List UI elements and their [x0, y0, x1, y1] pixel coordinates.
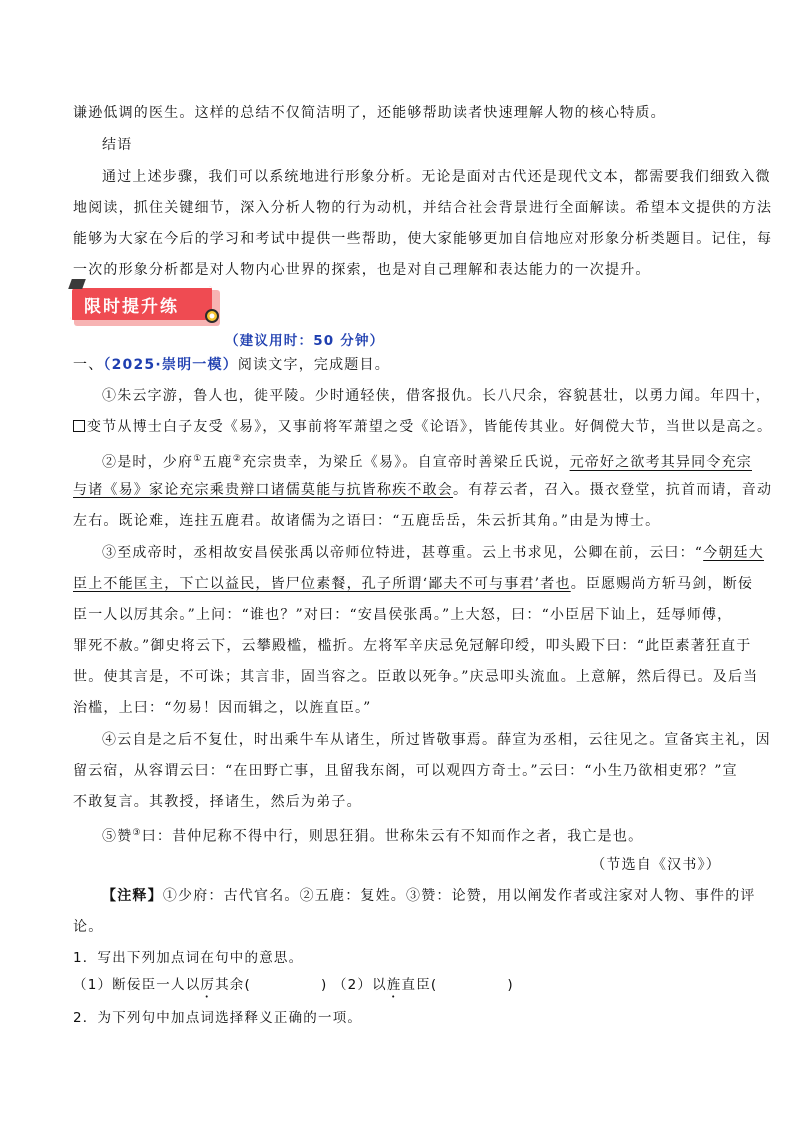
- conclusion-line-1: 通过上述步骤，我们可以系统地进行形象分析。无论是面对古代还是现代文本，都需要我们细致入微: [102, 169, 771, 185]
- underlined-sentence: 元帝好之欲考其异同令充宗: [569, 454, 752, 471]
- question-2: 2．为下列句中加点词选择释义正确的一项。: [73, 1010, 363, 1026]
- question-1-items: [73, 970, 721, 1001]
- question-header: [73, 350, 721, 381]
- passage-text: 。有荐云者，召入。摄衣登堂，抗首而请，音动: [453, 482, 773, 498]
- time-note: （建议用时：50 分钟）: [225, 333, 385, 349]
- footnote-marker: ③: [132, 828, 142, 838]
- question-1: 1．写出下列加点词在句中的意思。: [73, 950, 304, 966]
- q1b-text: 直臣(: [401, 977, 438, 993]
- passage-para1-line2: [73, 412, 773, 443]
- q1a-text: （1）断佞臣一人以: [73, 977, 201, 993]
- source-note: （节选自《汉书》）: [591, 857, 721, 873]
- passage-text: 。臣愿赐尚方斩马剑，断佞: [570, 576, 754, 592]
- underlined-sentence: 臣上不能匡主，下亡以益民，皆尸位素餐，孔子所谓‘鄙夫不可与事君’者也: [73, 576, 571, 592]
- passage-text: ②是时，少府: [102, 454, 194, 471]
- notes-label: 【注释】: [102, 888, 163, 904]
- notes-line: [73, 881, 756, 912]
- underlined-sentence: 今朝廷大: [703, 545, 764, 561]
- q1b-close: ): [507, 977, 514, 993]
- section-badge: [70, 286, 220, 328]
- badge-title: 限时提升练: [84, 297, 179, 317]
- passage-para5: [73, 818, 721, 853]
- q1b-dotted-word: 旌: [386, 977, 402, 993]
- q1a-dotted-word: 厉: [200, 977, 216, 993]
- passage-para2-line2: [73, 475, 773, 506]
- passage-para3-line5: 世。使其言是，不可诛；其言非，固当容之。臣敢以死争。”庆忌叩头流血。上意解，然后得已。及后当: [73, 669, 759, 685]
- passage-para4-line3: 不敢复言。其教授，择诸生，然后为弟子。: [73, 794, 362, 810]
- notes-line-2: 论。: [73, 919, 104, 935]
- q1b-text: （2）以: [332, 977, 387, 993]
- passage-text: 曰：昔仲尼称不得中行，则思狂狷。世称朱云有不知而作之者，我亡是也。: [141, 828, 644, 845]
- passage-text: ③至成帝时，丞相故安昌侯张禹以帝师位特进，甚尊重。云上书求见，公卿在前，云曰：“: [102, 545, 704, 561]
- passage-text: 五鹿: [202, 454, 233, 471]
- passage-para3-line4: 罪死不赦。”御史将云下，云攀殿槛，槛折。左将军辛庆忌免冠解印绶，叩头殿下曰：“此臣素著狂直于: [73, 638, 752, 654]
- underlined-sentence: 与诸《易》家论充宗乘贵辩口诸儒莫能与抗皆称疾不敢会: [73, 482, 453, 498]
- passage-text: 变节从博士白子友受《易》，又事前将军萧望之受《论语》，皆能传其业。好倜傥大节，当世以是高之。: [87, 419, 773, 435]
- intro-line: 谦逊低调的医生。这样的总结不仅简洁明了，还能够帮助读者快速理解人物的核心特质。: [73, 105, 666, 121]
- passage-text: ⑤赞: [102, 828, 133, 845]
- question-source: （2025·崇明一模）: [103, 357, 238, 373]
- notes-text: ①少府：古代官名。②五鹿：复姓。③赞：论赞，用以阐发作者或注家对人物、事件的评: [162, 888, 756, 904]
- passage-text: 充宗贵幸，为梁丘《易》。自宣帝时善梁丘氏说，: [242, 454, 570, 471]
- checkbox-icon: [73, 420, 85, 432]
- passage-para4-line2: 留云宿，从容谓云曰：“在田野亡事，且留我东阁，可以观四方奇士。”云曰：“小生乃欲相吏邪？”宣: [73, 763, 738, 779]
- question-instruction: 阅读文字，完成题目。: [237, 357, 390, 373]
- passage-para2-line1: [73, 444, 752, 479]
- passage-para1-line1: ①朱云字游，鲁人也，徙平陵。少时通轻侠，借客报仇。长八尺余，容貌甚壮，以勇力闻。年四十，: [102, 388, 771, 404]
- q1a-text: 其余(: [215, 977, 251, 993]
- conclusion-line-3: 能够为大家在今后的学习和考试中提供一些帮助，使大家能够更加自信地应对形象分析类题目。记住，每: [73, 231, 773, 247]
- passage-para3-line6: 治槛，上曰：“勿易！因而辑之，以旌直臣。”: [73, 700, 372, 716]
- conclusion-line-4: 一次的形象分析都是对人物内心世界的探索，也是对自己理解和表达能力的一次提升。: [73, 262, 651, 278]
- passage-para3-line3: 臣一人以厉其余。”上问：“谁也？”对曰：“安昌侯张禹。”上大怒，曰：“小臣居下讪上，廷辱师傅，: [73, 607, 733, 623]
- passage-para2-line3: 左右。既论难，连拄五鹿君。故诸儒为之语曰：“五鹿岳岳，朱云折其角。”由是为博士。: [73, 513, 661, 529]
- passage-para3-line2: [73, 569, 754, 600]
- footnote-marker: ②: [232, 454, 243, 464]
- question-number: 一、: [73, 357, 104, 373]
- passage-para4-line1: ④云自是之后不复仕，时出乘牛车从诸生，所过皆敬事焉。薛宣为丞相，云往见之。宣备宾主礼，因: [102, 732, 771, 748]
- conclusion-line-2: 地阅读，抓住关键细节，深入分析人物的行为动机，并结合社会背景进行全面解读。希望本文提供的方法: [73, 200, 773, 216]
- q1a-close: ): [320, 977, 328, 993]
- conclusion-heading: 结语: [102, 137, 133, 153]
- badge-ring-icon: [204, 308, 220, 324]
- footnote-marker: ①: [193, 454, 203, 464]
- passage-para3-line1: [73, 538, 764, 569]
